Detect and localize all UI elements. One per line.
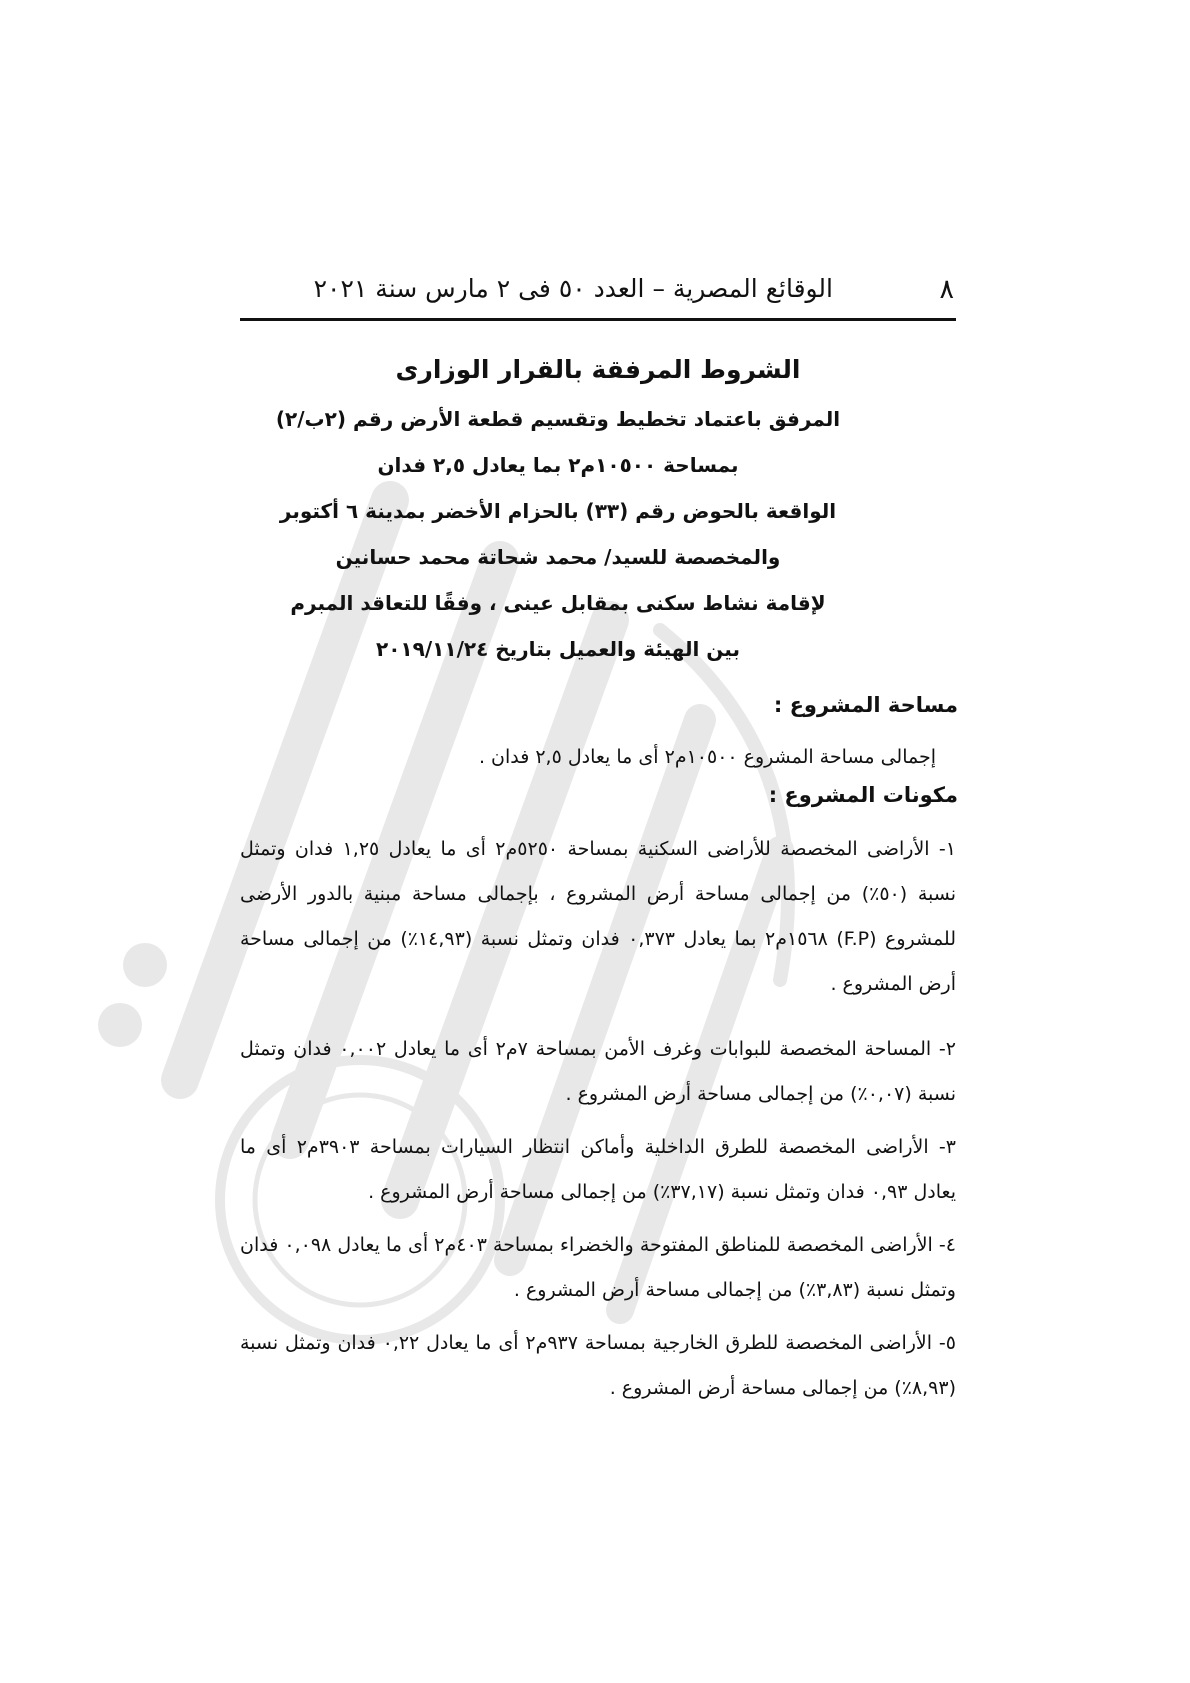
page-number: ٨ <box>939 274 954 305</box>
component-item: ٣- الأراضى المخصصة للطرق الداخلية وأماكن انتظار السيارات بمساحة ٣٩٠٣م٢ أى ما يعادل ٠,٩٣ فدان وتمثل نسبة (٣٧,١٧٪) من إجمالى مساحة أرض المشروع . <box>240 1136 956 1203</box>
component-item: ١- الأراضى المخصصة للأراضى السكنية بمساحة ٥٢٥٠م٢ أى ما يعادل ١,٢٥ فدان وتمثل نسبة (٥٠٪) من إجمالى مساحة أرض المشروع ، بإجمالى مساحة مبنية بالدور الأرضى للمشروع (F.P) ١٥٦٨م٢ بما يعادل ٠,٣٧٣ فدان وتمثل نسبة (١٤,٩٣٪) من إجمالى مساحة أرض المشروع . <box>240 838 957 995</box>
components-heading: مكونات المشروع : <box>768 783 958 807</box>
decree-title-block <box>240 352 956 672</box>
area-heading: مساحة المشروع : <box>773 693 958 717</box>
header-rule <box>240 318 956 321</box>
title-line: بمساحة ١٠٥٠٠م٢ بما يعادل ٢,٥ فدان <box>377 453 739 477</box>
main-title: الشروط المرفقة بالقرار الوزارى <box>395 355 801 384</box>
component-item: ٥- الأراضى المخصصة للطرق الخارجية بمساحة ٩٣٧م٢ أى ما يعادل ٠,٢٢ فدان وتمثل نسبة (٨,٩٣٪) من إجمالى مساحة أرض المشروع . <box>240 1332 956 1399</box>
page-header <box>240 268 956 318</box>
title-line: المرفق باعتماد تخطيط وتقسيم قطعة الأرض رقم (٢ب/٢) <box>275 407 841 431</box>
title-line: بين الهيئة والعميل بتاريخ ٢٠١٩/١١/٢٤ <box>376 637 740 661</box>
title-line: الواقعة بالحوض رقم (٣٣) بالحزام الأخضر بمدينة ٦ أكتوبر <box>279 499 837 523</box>
title-line: لإقامة نشاط سكنى بمقابل عينى ، وفقًا للتعاقد المبرم <box>290 591 826 615</box>
title-line: والمخصصة للسيد/ محمد شحاتة محمد حسانين <box>335 545 781 569</box>
component-item: ٢- المساحة المخصصة للبوابات وغرف الأمن بمساحة ٧م٢ أى ما يعادل ٠,٠٠٢ فدان وتمثل نسبة (٠,٠٧٪) من إجمالى مساحة أرض المشروع . <box>240 1038 957 1105</box>
gazette-title: الوقائع المصرية – العدد ٥٠ فى ٢ مارس سنة ٢٠٢١ <box>313 274 833 303</box>
area-text: إجمالى مساحة المشروع ١٠٥٠٠م٢ أى ما يعادل ٢,٥ فدان . <box>478 746 936 768</box>
component-item: ٤- الأراضى المخصصة للمناطق المفتوحة والخضراء بمساحة ٤٠٣م٢ أى ما يعادل ٠,٠٩٨ فدان وتمثل نسبة (٣,٨٣٪) من إجمالى مساحة أرض المشروع . <box>240 1234 956 1301</box>
